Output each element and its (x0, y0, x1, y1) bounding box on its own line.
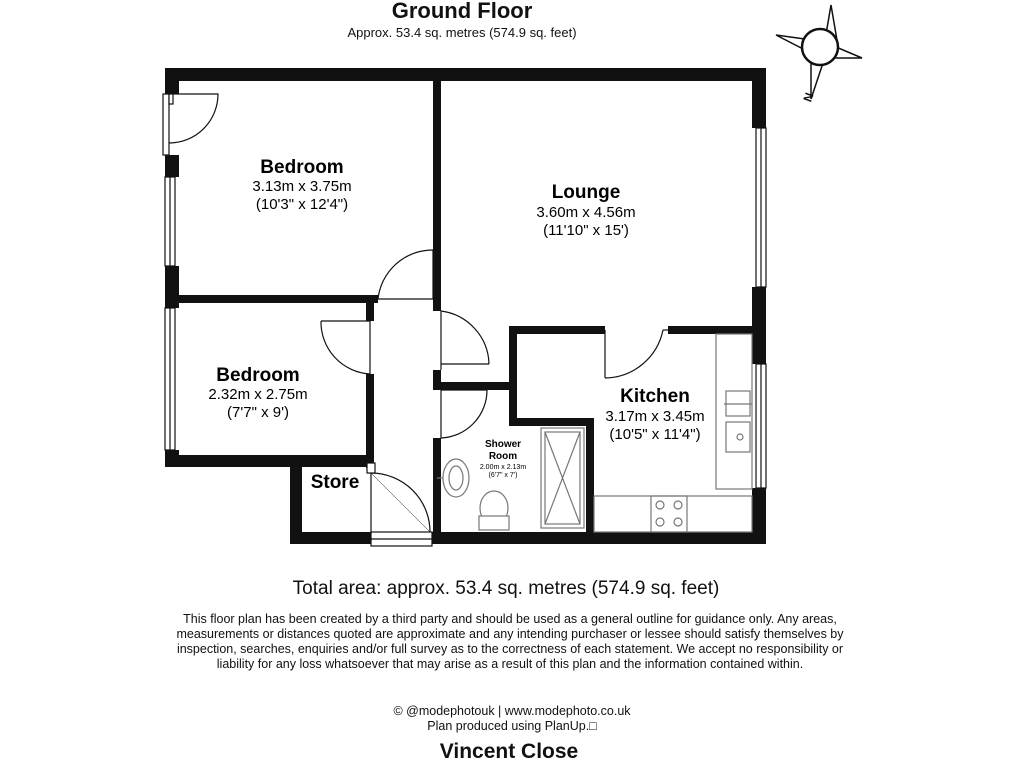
room-label-bedroom1 (252, 157, 351, 213)
svg-text:Lounge: Lounge (551, 182, 621, 203)
compass-north-label: N (800, 90, 817, 104)
svg-text:(11'10" x 15'): (11'10" x 15') (543, 222, 629, 239)
svg-text:Bedroom: Bedroom (260, 157, 344, 178)
property-address: Vincent Close (439, 740, 579, 763)
floor-area-subtitle: Approx. 53.4 sq. metres (574.9 sq. feet) (347, 25, 577, 40)
svg-text:(10'3" x 12'4"): (10'3" x 12'4") (255, 196, 349, 213)
svg-text:Bedroom: Bedroom (216, 365, 300, 386)
svg-text:3.13m x 3.75m: 3.13m x 3.75m (252, 178, 352, 195)
svg-text:3.17m x 3.45m: 3.17m x 3.45m (605, 408, 705, 425)
room-label-lounge (536, 182, 635, 239)
svg-text:Kitchen: Kitchen (620, 386, 690, 407)
floor-title: Ground Floor (391, 0, 533, 23)
svg-text:2.00m x 2.13m: 2.00m x 2.13m (479, 464, 527, 471)
room-label-kitchen (605, 386, 704, 443)
room-label-store (311, 472, 360, 493)
svg-text:(7'7" x 9'): (7'7" x 9') (227, 404, 289, 421)
svg-text:3.60m x 4.56m: 3.60m x 4.56m (536, 204, 636, 221)
room-label-shower (480, 439, 526, 479)
svg-text:Room: Room (488, 451, 518, 462)
svg-text:(10'5" x 11'4"): (10'5" x 11'4") (609, 426, 701, 443)
total-area: Total area: approx. 53.4 sq. metres (574.9 sq. feet) (292, 578, 720, 599)
svg-text:(6'7" x 7'): (6'7" x 7') (488, 472, 518, 479)
svg-text:2.32m x 2.75m: 2.32m x 2.75m (208, 386, 308, 403)
disclaimer-text: This floor plan has been created by a third party and should be used as a general outline for guidance only. Any areas, measurements or distances quoted are approximate and any intending purchaser or lessee should satisfy themselves by inspection, searches, enquiries and/or full survey as to the correctness of each statement. We accept no responsibility or liability for any loss whatsoever that may arise as a result of this plan and the information contained within. (176, 612, 844, 671)
credit-block (0, 704, 1024, 734)
room-label-bedroom2 (208, 365, 307, 421)
svg-text:Store: Store (310, 472, 360, 493)
svg-text:Shower: Shower (484, 439, 522, 450)
credit-line-website: © @modephotouk | www.modephoto.co.uk (393, 704, 631, 718)
credit-line-planup: Plan produced using PlanUp.□ (427, 719, 597, 733)
compass-icon (776, 5, 862, 104)
